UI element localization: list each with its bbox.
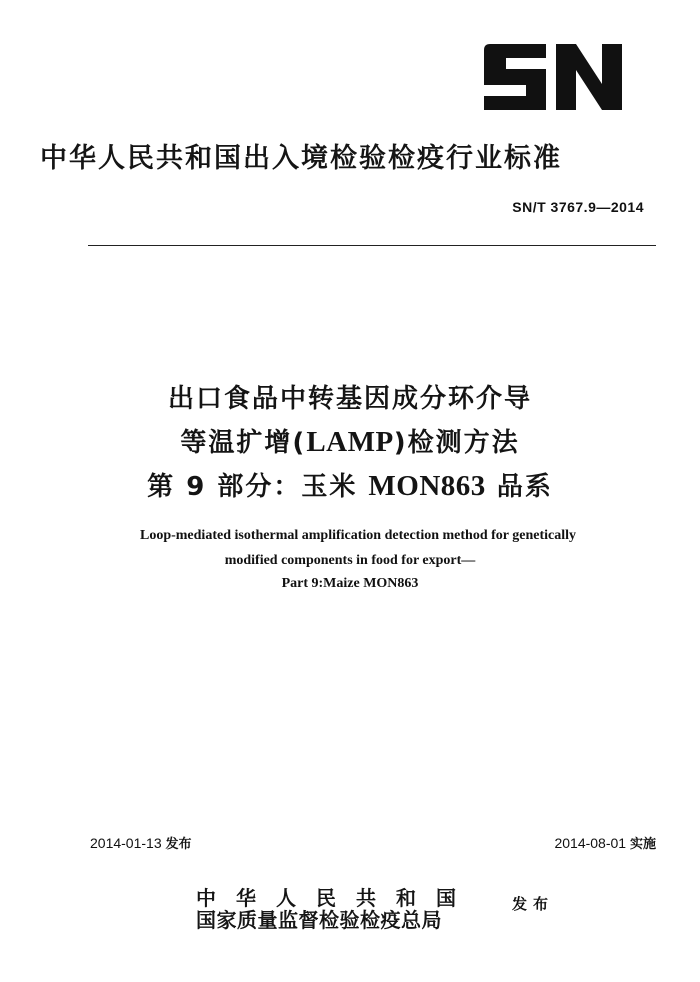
standard-number: SN/T 3767.9—2014 (512, 199, 644, 215)
issue-date-value: 2014-01-13 (90, 835, 162, 851)
chinese-title-line-2-prefix: 等温扩增( (180, 428, 307, 458)
chinese-title-line-3-suffix: 品系 (485, 472, 553, 502)
english-title-line-1: Loop-mediated isothermal amplification detection method for genetically (139, 528, 577, 543)
implementation-date-value: 2014-08-01 (554, 835, 627, 851)
chinese-title-line-3-latin: MON863 (368, 470, 486, 502)
implementation-date-label: 实施 (629, 837, 656, 852)
issue-date (90, 833, 192, 852)
chinese-title-line-3-prefix: 第 9 部分：玉米 (147, 472, 369, 502)
chinese-title-line-1: 出口食品中转基因成分环介导 (167, 384, 532, 414)
sn-logo-letter-n (556, 44, 622, 110)
chinese-title-line-3 (0, 466, 700, 503)
issuer-line-1: 中华人民共和国 (196, 886, 476, 910)
issue-date-label: 发布 (165, 837, 192, 852)
sn-logo-letter-s (484, 44, 546, 110)
sn-logo (484, 44, 622, 110)
implementation-date (554, 833, 656, 852)
issuer-line-2: 国家质量监督检验检疫总局 (196, 908, 442, 932)
publish-label: 发布 (512, 895, 555, 913)
english-title-line-3: Part 9:Maize MON863 (281, 576, 419, 591)
chinese-title-line-2-latin: LAMP (306, 426, 394, 458)
header-divider (88, 245, 656, 246)
english-title-line-2: modified components in food for export— (224, 553, 476, 568)
standard-category-title: 中华人民共和国出入境检验检疫行业标准 (40, 143, 562, 174)
chinese-title-line-2-suffix: )检测方法 (393, 428, 520, 458)
chinese-title-line-2 (0, 422, 700, 459)
